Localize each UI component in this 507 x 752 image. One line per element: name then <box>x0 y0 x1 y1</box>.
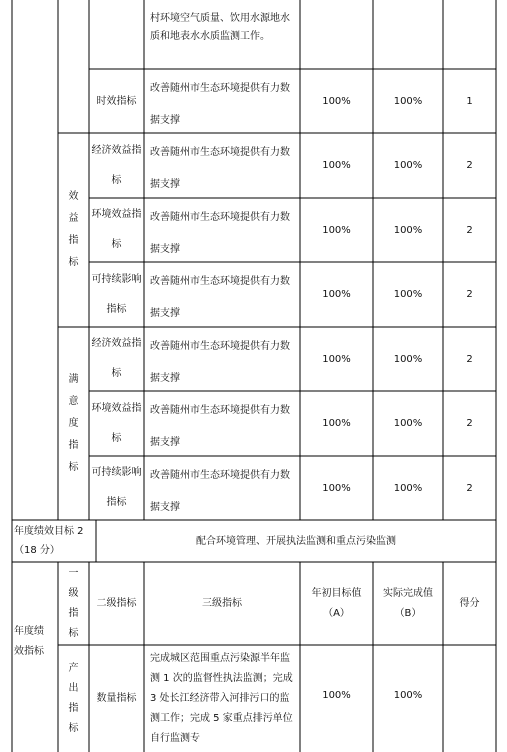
header-level2: 二级指标 <box>96 598 137 609</box>
section-label: 年度绩效指标 <box>14 626 44 657</box>
score-cell: 2 <box>466 418 473 429</box>
level3-cell: 可持续影响指标 <box>91 467 142 508</box>
target-cell: 100% <box>322 160 351 171</box>
header-level1: 一级指标 <box>68 567 79 639</box>
score-cell: 2 <box>466 289 473 300</box>
level3-cell: 环境效益指标 <box>91 402 142 444</box>
desc-cell: 改善随州市生态环境提供有力数据支撑 <box>150 405 290 448</box>
level3-cell: 环境效益指标 <box>91 209 142 250</box>
desc-cell: 村环境空气质量、饮用水源地水质和地表水水质监测工作。 <box>150 13 290 42</box>
desc-cell: 完成城区范围重点污染源半年监测 1 次的监督性执法监测；完成 3 处长江经济带入河排污口的监测工作；完成 5 家重点排污单位自行监测专 <box>150 653 293 744</box>
actual-cell: 100% <box>393 353 423 365</box>
actual-cell: 100% <box>393 95 423 107</box>
score-cell: 1 <box>466 95 473 107</box>
target-cell: 100% <box>322 95 351 107</box>
benefit-group-label: 效益指标 <box>68 191 79 268</box>
level3-cell: 可持续影响指标 <box>91 273 142 315</box>
level3-cell: 经济效益指标 <box>91 338 142 379</box>
goal2-content: 配合环境管理、开展执法监测和重点污染监测 <box>196 535 396 547</box>
target-cell: 100% <box>322 289 351 300</box>
target-cell: 100% <box>322 418 351 429</box>
header-level3: 三级指标 <box>202 598 242 609</box>
level2-quantity: 数量指标 <box>96 693 137 704</box>
desc-cell: 改善随州市生态环境提供有力数据支撑 <box>150 276 290 319</box>
desc-cell: 改善随州市生态环境提供有力数据支撑 <box>150 147 290 190</box>
target-cell: 100% <box>322 689 351 701</box>
desc-cell: 改善随州市生态环境提供有力数据支撑 <box>150 470 290 513</box>
actual-cell: 100% <box>393 482 423 494</box>
score-cell: 2 <box>466 224 473 236</box>
header-actual: 实际完成值（B） <box>383 587 433 619</box>
score-cell: 2 <box>466 160 473 171</box>
level1-output: 产出指标 <box>68 662 79 734</box>
target-cell: 100% <box>322 353 351 365</box>
target-cell: 100% <box>322 482 351 494</box>
header-target: 年初目标值（A） <box>311 587 362 619</box>
actual-cell: 100% <box>393 418 423 429</box>
desc-cell: 改善随州市生态环境提供有力数据支撑 <box>150 212 290 255</box>
satisfaction-group-label: 满意度指标 <box>68 373 79 473</box>
actual-cell: 100% <box>393 689 423 701</box>
score-cell: 2 <box>466 482 473 494</box>
desc-cell: 改善随州市生态环境提供有力数据支撑 <box>150 341 290 384</box>
actual-cell: 100% <box>393 289 423 300</box>
score-cell: 2 <box>466 353 473 365</box>
actual-cell: 100% <box>393 160 423 171</box>
header-score: 得分 <box>459 598 480 609</box>
level3-cell: 经济效益指标 <box>91 144 142 186</box>
target-cell: 100% <box>322 224 351 236</box>
actual-cell: 100% <box>393 224 423 236</box>
goal2-label: 年度绩效目标 2（18 分） <box>14 526 84 556</box>
level3-cell: 时效指标 <box>96 95 137 107</box>
desc-cell: 改善随州市生态环境提供有力数据支撑 <box>150 83 290 126</box>
score-cell <box>443 645 496 745</box>
